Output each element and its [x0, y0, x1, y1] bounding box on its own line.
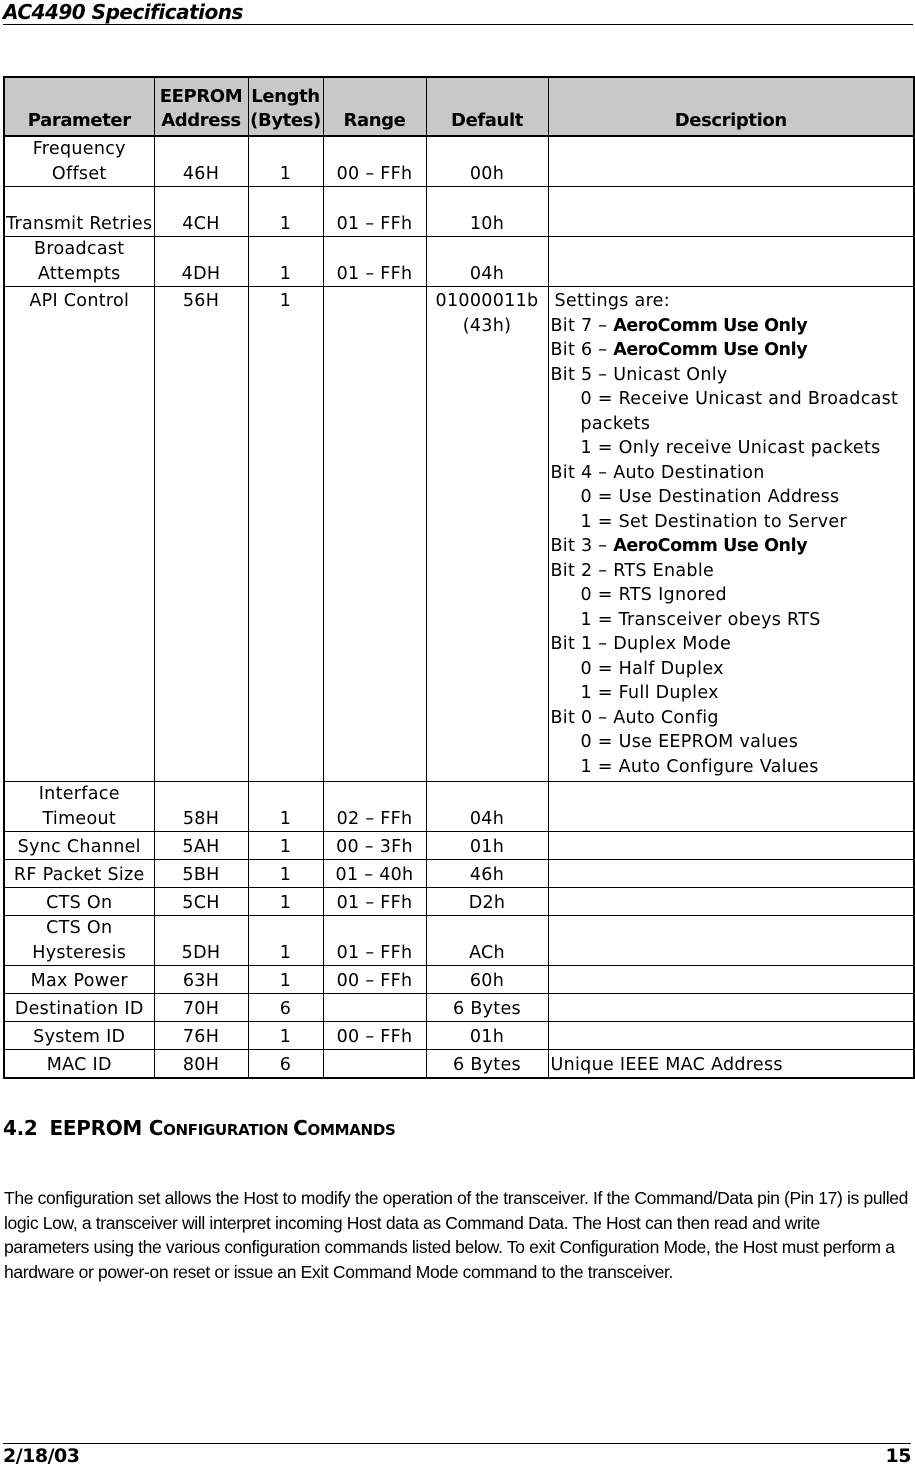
cell-length: 1 — [248, 187, 323, 237]
cell-parameter: Broadcast Attempts — [4, 237, 154, 287]
cell-address: 76H — [154, 1022, 248, 1050]
api-setting-text: 0 = Half Duplex — [580, 658, 724, 679]
cell-parameter: Interface Timeout — [4, 782, 154, 832]
cell-range: 01 – FFh — [323, 916, 426, 966]
api-setting-text: Bit 1 – Duplex Mode — [550, 634, 732, 654]
cell-length: 1 — [248, 1022, 323, 1050]
table-row — [4, 1022, 914, 1050]
api-setting-line — [551, 755, 913, 780]
cell-parameter: CTS On — [4, 888, 154, 916]
cell-default: 6 Bytes — [426, 994, 548, 1022]
cell-parameter: Sync Channel — [4, 832, 154, 860]
section-title-part: C — [293, 1116, 308, 1140]
section-title-part: C — [148, 1116, 164, 1140]
api-setting-line — [551, 534, 913, 559]
section-title-part: OMMANDS — [307, 1121, 396, 1139]
api-setting-text: 0 = RTS Ignored — [580, 585, 727, 605]
cell-parameter: CTS On Hysteresis — [4, 916, 154, 966]
col-header-parameter: Parameter — [4, 77, 154, 136]
cell-length: 1 — [248, 860, 323, 888]
api-reserved-label: AeroComm Use Only — [613, 536, 808, 556]
cell-default: 60h — [426, 966, 548, 994]
table-row — [4, 994, 914, 1022]
api-setting-line — [551, 289, 913, 314]
api-setting-line — [551, 363, 913, 388]
cell-range: 01 – FFh — [323, 237, 426, 287]
cell-length: 6 — [248, 994, 323, 1022]
table-header-row — [4, 77, 914, 136]
api-setting-line — [551, 338, 913, 363]
table-row — [4, 287, 914, 782]
cell-default: 04h — [426, 782, 548, 832]
default-binary: 01000011b — [435, 291, 539, 311]
cell-description: Unique IEEE MAC Address — [548, 1050, 914, 1079]
cell-default: 01h — [426, 832, 548, 860]
cell-length: 1 — [248, 136, 323, 187]
api-reserved-label: AeroComm Use Only — [613, 340, 808, 360]
api-setting-text: 0 = Use EEPROM values — [580, 732, 799, 752]
cell-range: 00 – FFh — [323, 1022, 426, 1050]
page-header — [3, 0, 913, 25]
cell-default: ACh — [426, 916, 548, 966]
api-setting-line — [551, 632, 913, 657]
section-title — [50, 1116, 396, 1140]
api-setting-line — [551, 681, 913, 706]
cell-description — [548, 782, 914, 832]
cell-description — [548, 916, 914, 966]
cell-range: 01 – FFh — [323, 888, 426, 916]
cell-range: 01 – FFh — [323, 187, 426, 237]
cell-address: 63H — [154, 966, 248, 994]
cell-length: 6 — [248, 1050, 323, 1079]
api-setting-text: 0 = Use Destination Address — [580, 487, 840, 507]
cell-length: 1 — [248, 832, 323, 860]
cell-description — [548, 287, 914, 782]
api-setting-text: 0 = Receive Unicast and Broadcast packets — [580, 389, 899, 434]
cell-address: 58H — [154, 782, 248, 832]
api-setting-text: 1 = Auto Configure Values — [580, 756, 819, 777]
footer-date: 2/18/03 — [3, 1445, 80, 1467]
section-title-part: EPROM — [62, 1116, 149, 1140]
cell-address: 4DH — [154, 237, 248, 287]
col-header-length-label: Length (Bytes) — [250, 86, 321, 131]
section-number: 4.2 — [3, 1116, 38, 1140]
section-heading — [3, 1116, 913, 1140]
footer-page-number: 15 — [885, 1445, 911, 1467]
section-paragraph: The configuration set allows the Host to modify the operation of the transceiver. If the Command/Data pin (Pin 17) is pulled logic Low, a transceiver will interpret incoming Host data as Command Data. The Host can then read and write parameters using the various configuration commands listed below. To exit Configuration Mode, the Host must perform a hardware or power-on reset or issue an Exit Command Mode command to the transceiver. — [4, 1188, 909, 1282]
cell-description — [548, 888, 914, 916]
cell-address: 5CH — [154, 888, 248, 916]
cell-address: 5AH — [154, 832, 248, 860]
cell-range — [323, 994, 426, 1022]
api-setting-line — [551, 510, 913, 535]
default-hex: (43h) — [462, 315, 512, 336]
header-title: AC4490 Specifications — [3, 0, 243, 24]
api-setting-line — [551, 485, 913, 510]
cell-range: 02 – FFh — [323, 782, 426, 832]
cell-address: 5BH — [154, 860, 248, 888]
api-setting-line — [551, 387, 913, 436]
api-setting-line — [551, 608, 913, 633]
cell-length: 1 — [248, 888, 323, 916]
cell-description — [548, 136, 914, 187]
api-reserved-label: AeroComm Use Only — [613, 315, 808, 336]
cell-range: 01 – 40h — [323, 860, 426, 888]
cell-description — [548, 860, 914, 888]
api-setting-text: 1 = Set Destination to Server — [580, 511, 847, 532]
api-setting-text: Bit 3 – — [550, 536, 614, 556]
cell-description — [548, 994, 914, 1022]
api-setting-line — [551, 461, 913, 486]
cell-default — [426, 287, 548, 782]
cell-default: 04h — [426, 237, 548, 287]
api-setting-line — [551, 730, 913, 755]
cell-default: 01h — [426, 1022, 548, 1050]
api-setting-line — [551, 583, 913, 608]
cell-description — [548, 966, 914, 994]
cell-address: 5DH — [154, 916, 248, 966]
section-title-part: E — [49, 1116, 63, 1140]
api-setting-line — [551, 657, 913, 682]
cell-parameter: Frequency Offset — [4, 136, 154, 187]
api-setting-text: Bit 2 – RTS Enable — [550, 560, 715, 581]
cell-parameter: API Control — [4, 287, 154, 782]
api-setting-line — [551, 436, 913, 461]
cell-length: 1 — [248, 287, 323, 782]
cell-length: 1 — [248, 916, 323, 966]
page-footer — [3, 1443, 911, 1468]
cell-range: 00 – 3Fh — [323, 832, 426, 860]
api-setting-text: 1 = Only receive Unicast packets — [580, 438, 881, 458]
cell-default: D2h — [426, 888, 548, 916]
table-row — [4, 1050, 914, 1079]
cell-parameter: Transmit Retries — [4, 187, 154, 237]
api-setting-text: Bit 5 – Unicast Only — [550, 364, 728, 385]
table-row — [4, 860, 914, 888]
cell-parameter: System ID — [4, 1022, 154, 1050]
api-setting-text: Bit 7 – — [550, 315, 614, 336]
col-header-length — [248, 77, 323, 136]
cell-description — [548, 1022, 914, 1050]
cell-parameter: Destination ID — [4, 994, 154, 1022]
eeprom-spec-table — [3, 76, 915, 1079]
cell-default: 46h — [426, 860, 548, 888]
cell-length: 1 — [248, 237, 323, 287]
cell-address: 4CH — [154, 187, 248, 237]
col-header-eeprom-address — [154, 77, 248, 136]
api-setting-text: Settings are: — [554, 291, 670, 311]
cell-length: 1 — [248, 966, 323, 994]
cell-range — [323, 1050, 426, 1079]
cell-range: 00 – FFh — [323, 136, 426, 187]
table-row — [4, 916, 914, 966]
api-setting-line — [551, 559, 913, 584]
cell-parameter: Max Power — [4, 966, 154, 994]
col-header-description: Description — [548, 77, 914, 136]
cell-description — [548, 832, 914, 860]
cell-default: 6 Bytes — [426, 1050, 548, 1079]
api-setting-line — [551, 706, 913, 731]
table-row — [4, 966, 914, 994]
col-header-eeprom-address-label: EEPROM Address — [159, 86, 243, 131]
cell-address: 80H — [154, 1050, 248, 1079]
table-row — [4, 782, 914, 832]
cell-parameter: RF Packet Size — [4, 860, 154, 888]
cell-range — [323, 287, 426, 782]
table-row — [4, 832, 914, 860]
api-setting-line — [551, 314, 913, 339]
cell-address: 70H — [154, 994, 248, 1022]
table-row — [4, 237, 914, 287]
col-header-default: Default — [426, 77, 548, 136]
col-header-range: Range — [323, 77, 426, 136]
cell-description — [548, 187, 914, 237]
cell-parameter: MAC ID — [4, 1050, 154, 1079]
cell-address: 46H — [154, 136, 248, 187]
api-setting-text: 1 = Full Duplex — [580, 683, 719, 703]
table-row — [4, 187, 914, 237]
cell-default: 10h — [426, 187, 548, 237]
api-setting-text: 1 = Transceiver obeys RTS — [580, 609, 821, 630]
cell-length: 1 — [248, 782, 323, 832]
api-setting-text: Bit 6 – — [550, 340, 614, 360]
cell-default: 00h — [426, 136, 548, 187]
cell-range: 00 – FFh — [323, 966, 426, 994]
cell-address: 56H — [154, 287, 248, 782]
cell-description — [548, 237, 914, 287]
api-setting-text: Bit 4 – Auto Destination — [550, 462, 765, 483]
table-body — [4, 136, 914, 1078]
table-row — [4, 888, 914, 916]
api-setting-text: Bit 0 – Auto Config — [550, 707, 719, 728]
table-row — [4, 136, 914, 187]
section-title-part: ONFIGURATION — [163, 1121, 294, 1139]
